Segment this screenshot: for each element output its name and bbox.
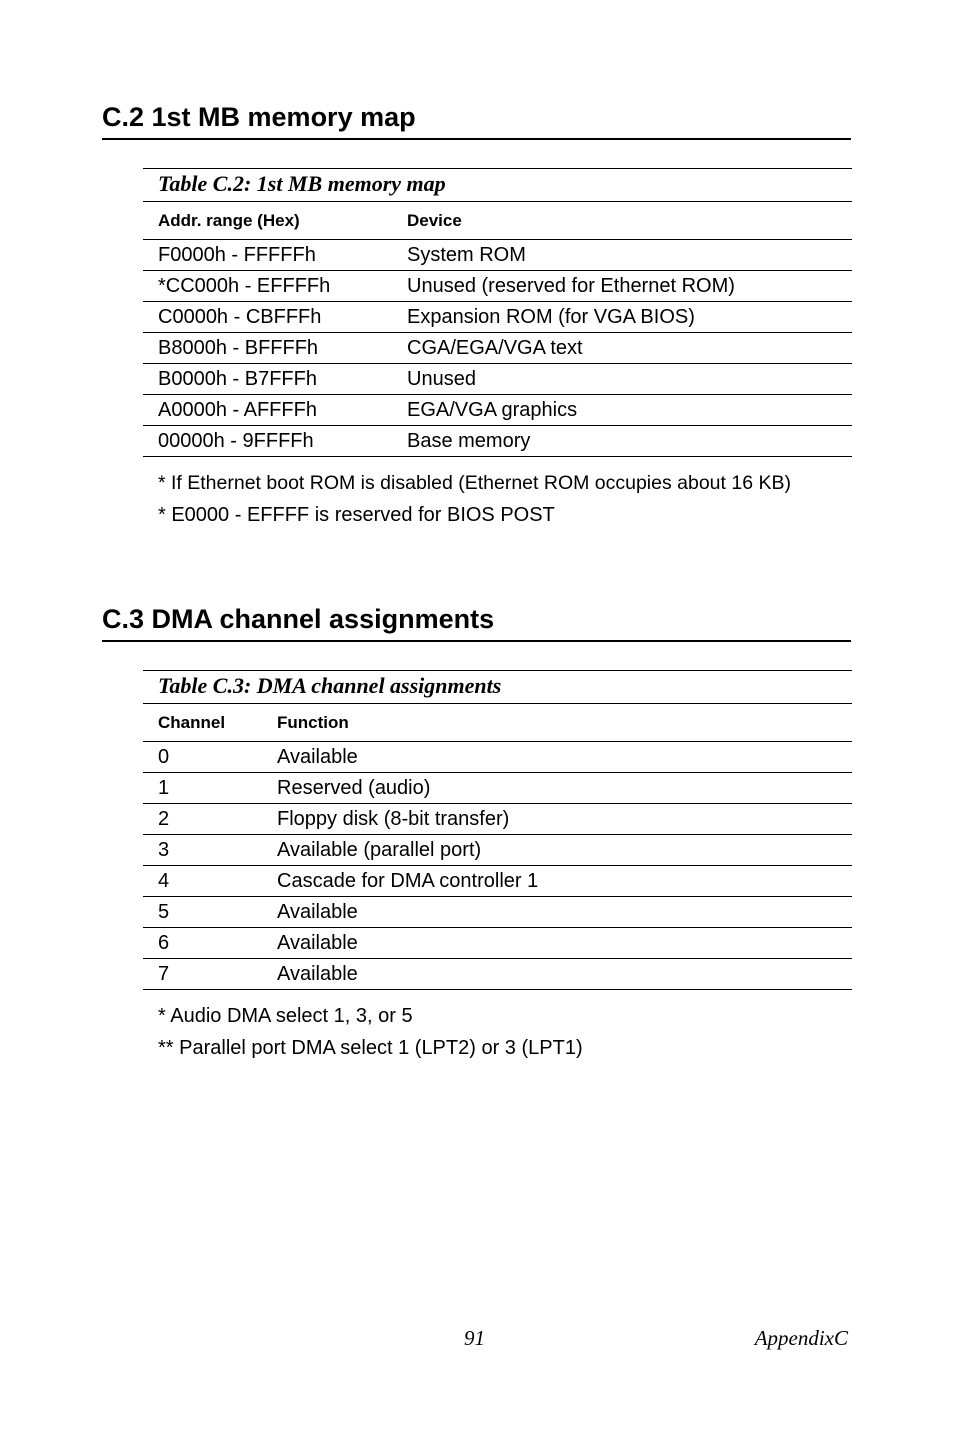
table-caption: Table C.2: 1st MB memory map (143, 168, 852, 202)
table-row (143, 835, 852, 866)
address-range-cell: B0000h - B7FFFh (143, 364, 392, 395)
function-cell: Available (262, 928, 852, 959)
memory-map-table-block (143, 168, 852, 531)
column-header: Channel (143, 704, 262, 742)
table-row (143, 364, 852, 395)
device-cell: Base memory (392, 426, 852, 457)
table-row (143, 240, 852, 271)
device-cell: EGA/VGA graphics (392, 395, 852, 426)
channel-cell: 3 (143, 835, 262, 866)
channel-cell: 5 (143, 897, 262, 928)
address-range-cell: A0000h - AFFFFh (143, 395, 392, 426)
function-cell: Reserved (audio) (262, 773, 852, 804)
table-row (143, 804, 852, 835)
device-cell: Unused (392, 364, 852, 395)
table-row (143, 773, 852, 804)
channel-cell: 1 (143, 773, 262, 804)
function-cell: Available (parallel port) (262, 835, 852, 866)
table-row (143, 333, 852, 364)
dma-table-block (143, 670, 852, 1064)
function-cell: Available (262, 897, 852, 928)
memory-map-table (143, 202, 852, 457)
table-row (143, 742, 852, 773)
table-header-row (143, 704, 852, 742)
section-title: C.3 DMA channel assignments (102, 602, 851, 642)
footnote: * If Ethernet boot ROM is disabled (Ethernet ROM occupies about 16 KB) (158, 472, 791, 494)
table-notes (143, 1000, 852, 1064)
device-cell: Expansion ROM (for VGA BIOS) (392, 302, 852, 333)
address-range-cell: 00000h - 9FFFFh (143, 426, 392, 457)
dma-table (143, 704, 852, 990)
function-cell: Available (262, 959, 852, 990)
channel-cell: 0 (143, 742, 262, 773)
channel-cell: 6 (143, 928, 262, 959)
channel-cell: 2 (143, 804, 262, 835)
column-header: Addr. range (Hex) (143, 202, 392, 240)
channel-cell: 7 (143, 959, 262, 990)
table-header-row (143, 202, 852, 240)
device-cell: CGA/EGA/VGA text (392, 333, 852, 364)
address-range-cell: B8000h - BFFFFh (143, 333, 392, 364)
function-cell: Floppy disk (8-bit transfer) (262, 804, 852, 835)
function-cell: Available (262, 742, 852, 773)
footnote: ** Parallel port DMA select 1 (LPT2) or 3 (LPT1) (158, 1037, 583, 1059)
table-caption: Table C.3: DMA channel assignments (143, 670, 852, 704)
column-header: Function (262, 704, 852, 742)
table-row (143, 271, 852, 302)
table-notes (143, 467, 852, 531)
function-cell: Cascade for DMA controller 1 (262, 866, 852, 897)
section-title: C.2 1st MB memory map (102, 100, 851, 140)
table-row (143, 928, 852, 959)
page-number: 91 (464, 1326, 485, 1350)
table-row (143, 897, 852, 928)
device-cell: Unused (reserved for Ethernet ROM) (392, 271, 852, 302)
column-header: Device (392, 202, 852, 240)
device-cell: System ROM (392, 240, 852, 271)
footnote: * Audio DMA select 1, 3, or 5 (158, 1005, 413, 1027)
table-row (143, 395, 852, 426)
address-range-cell: *CC000h - EFFFFh (143, 271, 392, 302)
channel-cell: 4 (143, 866, 262, 897)
table-row (143, 866, 852, 897)
footnote: * E0000 - EFFFF is reserved for BIOS POST (158, 504, 555, 526)
address-range-cell: C0000h - CBFFFh (143, 302, 392, 333)
appendix-label: AppendixC (754, 1326, 848, 1350)
table-row (143, 302, 852, 333)
table-row (143, 426, 852, 457)
address-range-cell: F0000h - FFFFFh (143, 240, 392, 271)
table-row (143, 959, 852, 990)
